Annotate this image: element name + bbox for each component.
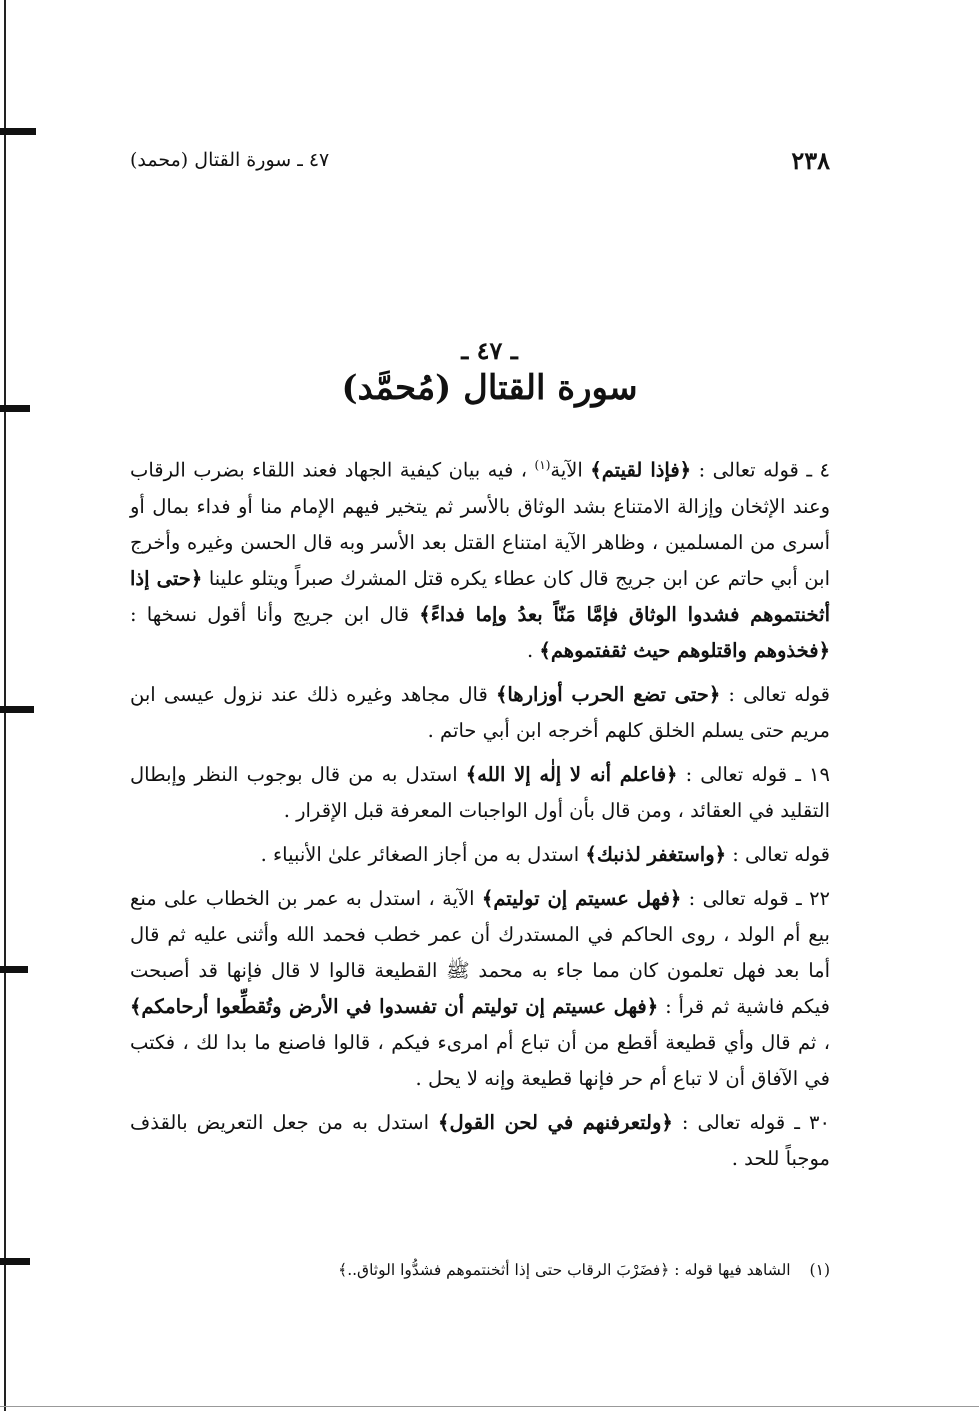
paragraph-text: . (526, 638, 540, 662)
paragraph (130, 757, 830, 829)
paragraph-text: الآية ، استدل به عمر بن الخطاب على منع بيع أم الولد ، روى الحاكم في المستدرك أن عمر خطب فحمد الله وأثنى عليه ثم قال أما بعد فهل تعلمون كان مما جاء به محمد ﷺ القطيعة قالوا لا قال فإنها قد أصبحت فيكم فاشية ثم قرأ : (130, 886, 831, 1018)
scan-bottom-line (0, 1406, 979, 1407)
scan-edge-mark (0, 706, 34, 713)
paragraph (130, 881, 830, 1097)
scan-edge-mark (0, 1258, 30, 1265)
quran-verse: ﴿فاعلم أنه لا إلٰه إلا الله﴾ (465, 762, 678, 786)
paragraph (130, 447, 830, 669)
paragraph-text: قال مجاهد وغيره ذلك عند نزول عيسى ابن مريم حتى يسلم الخلق كلهم أخرجه ابن أبي حاتم . (130, 682, 830, 742)
paragraph-text: استدل به من قال بوجوب النظر وإبطال التقليد في العقائد ، ومن قال بأن أول الواجبات المعرفة قبل الإقرار . (130, 762, 830, 822)
paragraph-text: قال ابن جريج وأنا أقول نسخها : (130, 602, 420, 626)
quran-verse: ﴿حتى إذا أثخنتموهم فشدوا الوثاق فإمَّا مَنّاً بعدُ وإما فداءً﴾ (130, 566, 830, 626)
page-number: ٢٣٨ (791, 145, 830, 175)
paragraph-text: ٢٢ ـ قوله تعالى : (681, 886, 831, 910)
quran-verse: ﴿فإذا لقيتم﴾ (590, 458, 692, 482)
paragraph-text: استدل به من جعل التعريض بالقذف موجباً للحد . (130, 1110, 830, 1170)
quran-verse: ﴿واستغفر لذنبك﴾ (585, 842, 727, 866)
paragraph (130, 677, 830, 749)
paragraph-text: قوله تعالى : (720, 682, 830, 706)
footnote-ref: (١) (534, 458, 551, 472)
paragraph-text: ١٩ ـ قوله تعالى : (677, 762, 830, 786)
scan-edge-mark (0, 966, 28, 973)
chapter-title: سورة القتال (مُحمَّد) (341, 368, 638, 408)
quran-verse: ﴿حتى تضع الحرب أوزارها﴾ (495, 682, 721, 706)
paragraph-text: الآية (550, 458, 591, 482)
quran-verse: ﴿فخذوهم واقتلوهم حيث ثقفتموهم﴾ (539, 638, 830, 662)
body-text (130, 447, 830, 1185)
scan-edge-mark (0, 128, 36, 135)
paragraph-text: ٣٠ ـ قوله تعالى : (672, 1110, 830, 1134)
footnote-text: الشاهد فيها قوله : ﴿فضَرْبَ الرقاب حتى إذا أثخنتموهم فشدُّوا الوثاق..﴾ (338, 1261, 791, 1279)
running-header (130, 140, 830, 180)
quran-verse: ﴿ولتعرفنهم في لحن القول﴾ (438, 1110, 673, 1134)
paragraph-text: استدل به من أجاز الصغائر علىٰ الأنبياء . (260, 842, 586, 866)
paragraph-text: قوله تعالى : (726, 842, 830, 866)
paragraph (130, 1105, 830, 1177)
chapter-number: ـ ٤٧ ـ (461, 336, 518, 365)
paragraph-text: ٤ ـ قوله تعالى : (691, 458, 831, 482)
paragraph (130, 837, 830, 873)
footnote-number: (١) (809, 1261, 830, 1279)
quran-verse: ﴿فهل عسيتم إن توليتم أن تفسدوا في الأرض وتُقطِّعوا أرحامكم﴾ (130, 994, 659, 1018)
paragraph-text: ، فيه بيان كيفية الجهاد فعند اللقاء بضرب الرقاب وعند الإثخان وإزالة الامتناع بشد الوثاق بالأسر ثم يتخير فيهم الإمام منا أو فداء بمال أو أسرى من المسلمين ، وظاهر الآية امتناع القتل بعد الأسر وبه قال الحسن وغيره وأخرج ابن أبي حاتم عن ابن جريج قال كان عطاء يكره قتل المشرك صبراً ويتلو علينا (130, 458, 830, 590)
running-title: ٤٧ ـ سورة القتال (محمد) (130, 149, 330, 171)
footnote (130, 1258, 830, 1282)
paragraph-text: ، ثم قال وأي قطيعة أقطع من أن تباع أم امرىء فيكم ، قالوا فاصنع ما بدا لك ، فكتب في الآفاق أن لا تباع أم حر فإنها قطيعة وإنه لا يحل . (130, 1030, 830, 1090)
quran-verse: ﴿فهل عسيتم إن توليتم﴾ (481, 886, 682, 910)
